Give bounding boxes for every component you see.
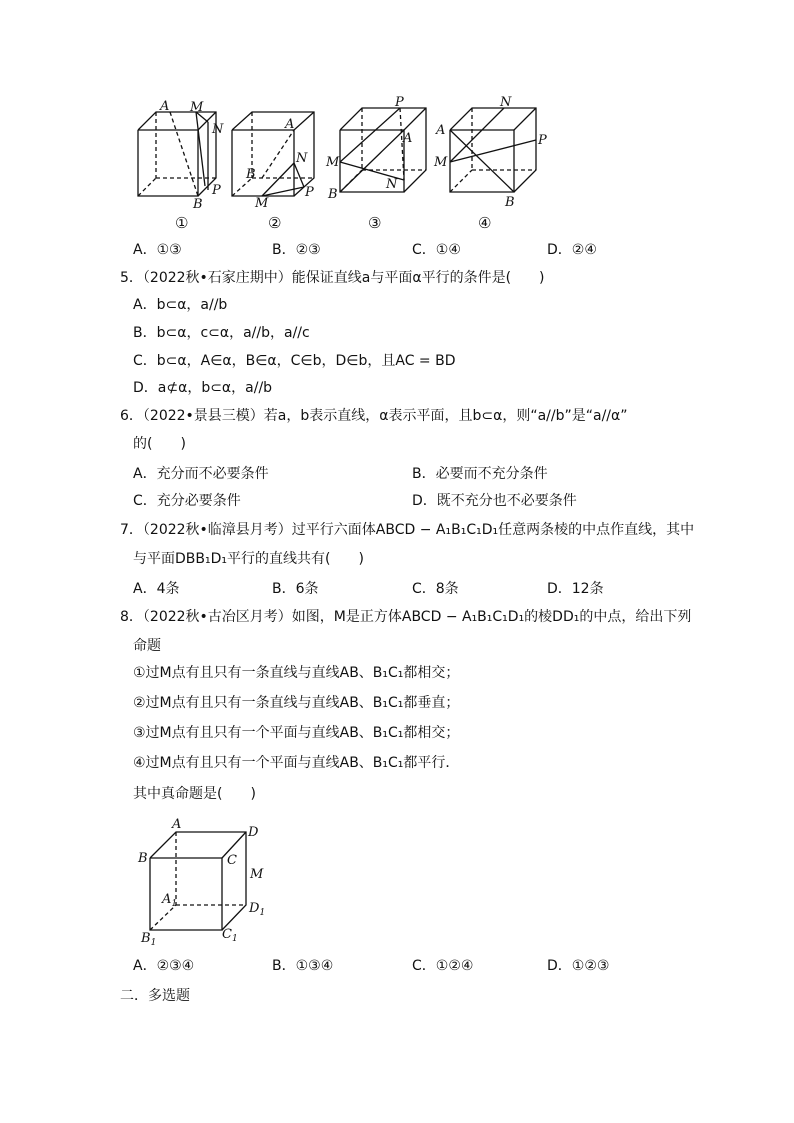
q8-stem-line2: 命题 xyxy=(133,638,161,654)
q7-option-c: C．8条 xyxy=(412,581,459,597)
f3-label-A: A xyxy=(403,131,413,146)
f1-label-A: A xyxy=(160,99,170,114)
q5-stem: 5．（2022秋•石家庄期中）能保证直线a与平面α平行的条件是( ) xyxy=(120,270,545,286)
q7-option-b: B．6条 xyxy=(272,581,319,597)
f2-label-B: B xyxy=(246,167,256,182)
q4-option-c: C．①④ xyxy=(412,242,461,258)
q8-option-d: D．①②③ xyxy=(547,958,610,974)
q4-option-b: B．②③ xyxy=(272,242,321,258)
q8-option-b: B．①③④ xyxy=(272,958,334,974)
q4-cube-figures xyxy=(0,90,794,330)
f2-label-N: N xyxy=(296,151,308,166)
q8-option-c: C．①②④ xyxy=(412,958,474,974)
f4-label-B: B xyxy=(505,195,515,210)
q8-question: 其中真命题是( ) xyxy=(133,786,256,802)
f3-label-N: N xyxy=(386,177,398,192)
q6-option-b: B．必要而不充分条件 xyxy=(412,466,548,482)
q4-option-d: D．②④ xyxy=(547,242,597,258)
f3-label-P: P xyxy=(395,95,404,110)
q7-stem-line2: 与平面DBB₁D₁平行的直线共有( ) xyxy=(133,551,364,567)
section-heading: 二．多选题 xyxy=(120,988,190,1004)
q5-option-b: B．b⊂α，c⊂α，a//b，a//c xyxy=(133,325,310,341)
f2-label-A: A xyxy=(285,117,295,132)
cube-figure-1 xyxy=(138,112,216,196)
f2-label-M: M xyxy=(255,196,269,211)
f3-label-B: B xyxy=(328,187,338,202)
q8-option-a: A．②③④ xyxy=(133,958,195,974)
f3-caption: ③ xyxy=(368,214,382,232)
q8-label-C1: $C_1$ xyxy=(222,927,238,944)
f1-caption: ① xyxy=(175,214,189,232)
q8-proposition-4: ④过M点有且只有一个平面与直线AB、B₁C₁都平行． xyxy=(133,755,460,771)
f1-label-B: B xyxy=(193,197,203,212)
q8-stem-line1: 8．（2022秋•古冶区月考）如图，M是正方体ABCD − A₁B₁C₁D₁的棱DD₁的中点，给出下列 xyxy=(120,609,692,625)
q5-option-c: C．b⊂α，A∈α，B∈α，C∈b，D∈b，且AC = BD xyxy=(133,353,456,369)
q6-stem-line2: 的( ) xyxy=(133,436,186,452)
q8-cube-figure xyxy=(130,812,270,952)
q8-label-D1: $D_1$ xyxy=(249,901,266,918)
q8-proposition-2: ②过M点有且只有一条直线与直线AB、B₁C₁都垂直； xyxy=(133,695,460,711)
q7-option-d: D．12条 xyxy=(547,581,604,597)
q6-option-c: C．充分必要条件 xyxy=(133,493,241,509)
q8-label-M: M xyxy=(250,867,264,882)
f2-label-P: P xyxy=(305,185,314,200)
f4-caption: ④ xyxy=(478,214,492,232)
cube-figure-4 xyxy=(450,108,536,192)
q8-label-A1: $A_1$ xyxy=(162,892,178,909)
q6-option-a: A．充分而不必要条件 xyxy=(133,466,269,482)
q8-label-D: D xyxy=(248,825,259,840)
q8-label-B: B xyxy=(138,851,148,866)
q6-stem-line1: 6．（2022•景县三模）若a，b表示直线，α表示平面，且b⊂α，则“a//b”是“a//α” xyxy=(120,408,628,424)
q5-option-a: A．b⊂α，a//b xyxy=(133,297,228,313)
q5-option-d: D．a⊄α，b⊂α，a//b xyxy=(133,380,273,396)
f4-label-P: P xyxy=(538,133,547,148)
q8-label-C: C xyxy=(227,853,237,868)
q7-option-a: A．4条 xyxy=(133,581,180,597)
f2-caption: ② xyxy=(268,214,282,232)
q8-label-B1: $B_1$ xyxy=(141,931,157,948)
f3-label-M: M xyxy=(326,155,340,170)
f4-label-N: N xyxy=(500,95,512,110)
f1-label-P: P xyxy=(212,183,221,198)
cube-figure-3 xyxy=(340,108,426,192)
q7-stem-line1: 7．（2022秋•临漳县月考）过平行六面体ABCD − A₁B₁C₁D₁任意两条棱的中点作直线，其中 xyxy=(120,522,695,538)
q4-option-a: A．①③ xyxy=(133,242,182,258)
q8-label-A: A xyxy=(172,817,182,832)
q6-option-d: D．既不充分也不必要条件 xyxy=(412,493,577,509)
f4-label-A: A xyxy=(436,123,446,138)
f1-label-M: M xyxy=(190,100,204,115)
q8-proposition-1: ①过M点有且只有一条直线与直线AB、B₁C₁都相交； xyxy=(133,665,460,681)
q8-proposition-3: ③过M点有且只有一个平面与直线AB、B₁C₁都相交； xyxy=(133,725,460,741)
f1-label-N: N xyxy=(212,122,224,137)
f4-label-M: M xyxy=(434,155,448,170)
